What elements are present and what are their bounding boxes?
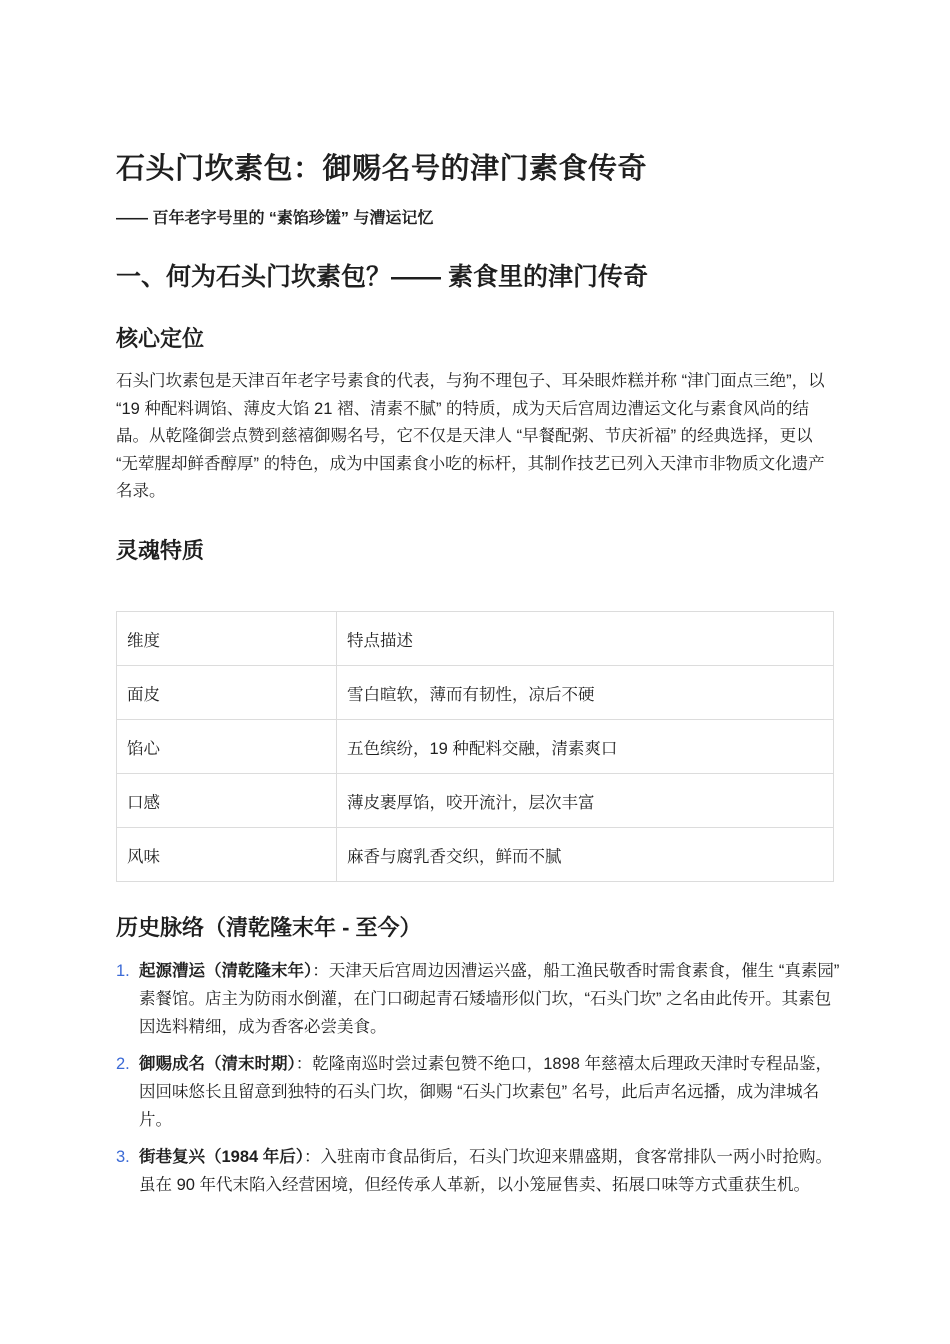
table-cell: 雪白暄软，薄而有韧性，凉后不硬 — [337, 666, 834, 720]
page-title: 石头门坎素包：御赐名号的津门素食传奇 — [116, 153, 648, 185]
page-subtitle: —— 百年老字号里的 “素馅珍馐” 与漕运记忆 — [116, 210, 434, 227]
heading-history: 历史脉络（清乾隆末年 - 至今） — [116, 915, 422, 940]
table-row — [117, 666, 834, 720]
table-row — [117, 774, 834, 828]
list-item-text: ：乾隆南巡时尝过素包赞不绝口，1898 年慈禧太后理政天津时专程品鉴，因回味悠长且留意到独特的石头门坎，御赐 “石头门坎素包” 名号，此后声名远播，成为津城名片。 — [139, 1055, 833, 1129]
table-cell: 风味 — [117, 828, 337, 882]
table-header-row — [117, 612, 834, 666]
list-item — [116, 1143, 846, 1199]
core-paragraph: 石头门坎素包是天津百年老字号素食的代表，与狗不理包子、耳朵眼炸糕并称 “津门面点三绝”，以 “19 种配料调馅、薄皮大馅 21 褶、清素不腻” 的特质，成为天后宫周边漕运文化与素食风尚的结晶。从乾隆御尝点赞到慈禧御赐名号，它不仅是天津人 “早餐配粥、节庆祈福” 的经典选择，更以 “无荤腥却鲜香醇厚” 的特色，成为中国素食小吃的标杆，其制作技艺已列入天津市非物质文化遗产名录。 — [116, 372, 825, 500]
table-cell: 五色缤纷，19 种配料交融，清素爽口 — [337, 720, 834, 774]
heading-soul-traits: 灵魂特质 — [116, 538, 205, 563]
list-item-number: 1. — [116, 962, 130, 980]
table-cell: 面皮 — [117, 666, 337, 720]
table-row — [117, 720, 834, 774]
list-item-text: ：入驻南市食品街后，石头门坎迎来鼎盛期，食客常排队一两小时抢购。虽在 90 年代末陷入经营困境，但经传承人革新，以小笼屉售卖、拓展口味等方式重获生机。 — [139, 1148, 833, 1194]
history-list — [116, 957, 846, 1208]
section-heading-what-is: 一、何为石头门坎素包？—— 素食里的津门传奇 — [116, 263, 648, 291]
table-row — [117, 828, 834, 882]
table-header-cell: 维度 — [117, 612, 337, 666]
table-cell: 薄皮裹厚馅，咬开流汁，层次丰富 — [337, 774, 834, 828]
table-cell: 口感 — [117, 774, 337, 828]
table-cell: 麻香与腐乳香交织，鲜而不腻 — [337, 828, 834, 882]
table-header-cell: 特点描述 — [337, 612, 834, 666]
list-item-text: ：天津天后宫周边因漕运兴盛，船工渔民敬香时需食素食，催生 “真素园” 素餐馆。店主为防雨水倒灌，在门口砌起青石矮墙形似门坎，“石头门坎” 之名由此传开。其素包因选料精细，成为香客必尝美食。 — [139, 962, 840, 1036]
traits-table — [116, 611, 834, 882]
heading-core-position: 核心定位 — [116, 326, 205, 351]
list-item-number: 3. — [116, 1148, 130, 1166]
list-item — [116, 1050, 846, 1134]
table-cell: 馅心 — [117, 720, 337, 774]
list-item-number: 2. — [116, 1055, 130, 1073]
list-item — [116, 957, 846, 1041]
list-item-label: 街巷复兴（1984 年后） — [139, 1148, 305, 1166]
list-item-label: 起源漕运（清乾隆末年） — [139, 962, 313, 980]
list-item-label: 御赐成名（清末时期） — [139, 1055, 296, 1073]
